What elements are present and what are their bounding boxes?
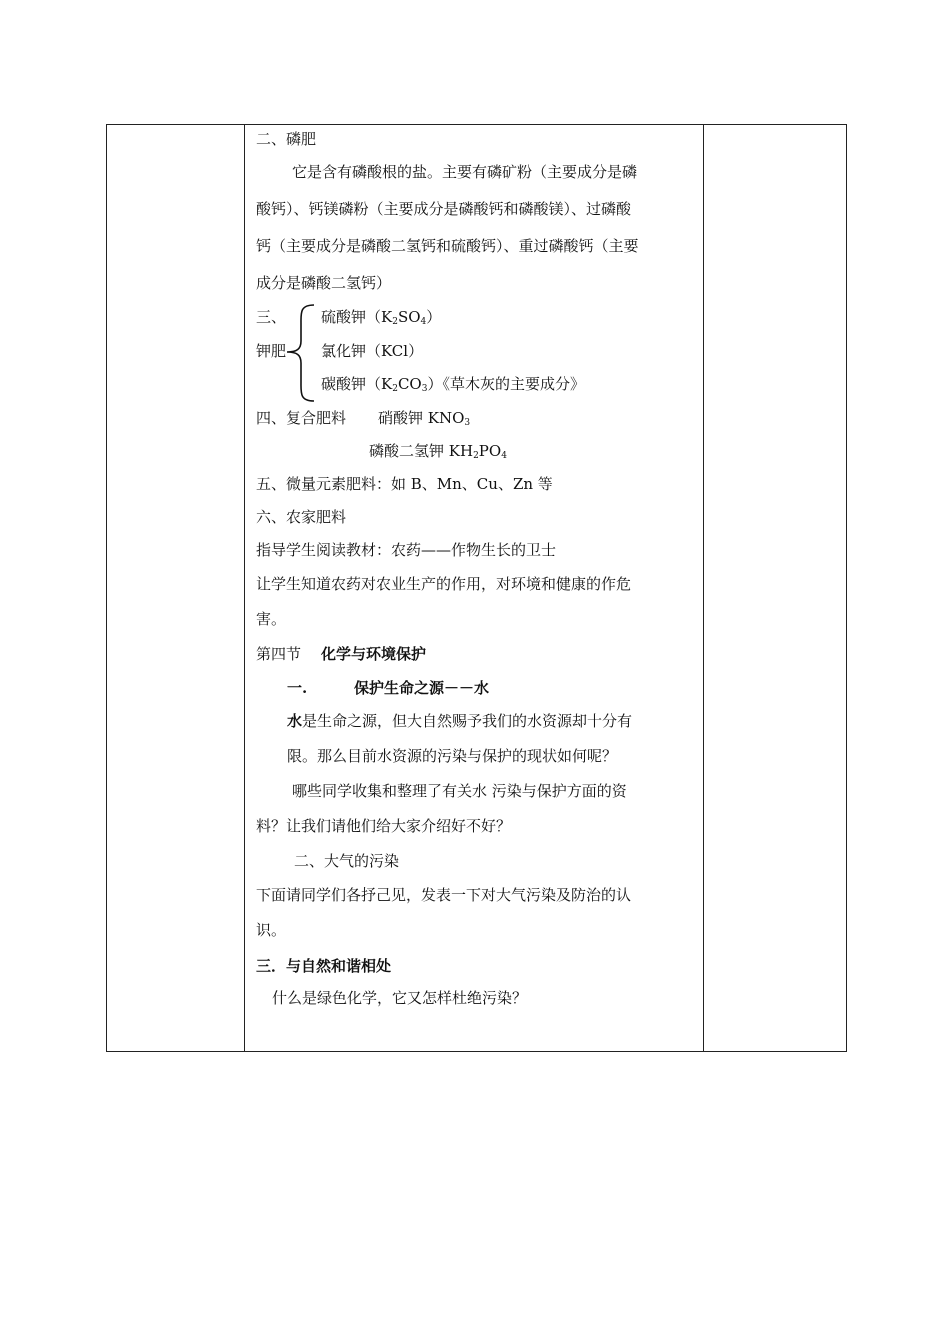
phosphate-heading: 二、磷肥 — [256, 130, 317, 148]
potash-item-kcl: 氯化钾（KCl） — [321, 342, 424, 360]
section4-label: 第四节 — [256, 645, 302, 663]
guide-line-3: 害。 — [256, 610, 287, 628]
phosphate-line-4: 成分是磷酸二氢钙） — [256, 274, 392, 292]
potash-label-bottom: 钾肥 — [256, 342, 287, 360]
compound-heading: 四、复合肥料 — [256, 409, 347, 427]
phosphate-line-3: 钙（主要成分是磷酸二氢钙和硫酸钙）、重过磷酸钙（主要 — [256, 237, 639, 255]
potash-item-k2co3: 碳酸钾$(K_2CO_3)$《草木灰的主要成分》 — [321, 375, 585, 394]
section4-sub3: 三．与自然和谐相处 — [256, 957, 392, 975]
air-line-2: 识。 — [256, 921, 287, 939]
compound-item-kno3: 硝酸钾 $KNO_3$ — [378, 409, 471, 428]
collect-line-2: 料？让我们请他们给大家介绍好不好？ — [256, 817, 512, 835]
potash-label-top: 三、 — [256, 308, 287, 326]
phosphate-line-1: 它是含有磷酸根的盐。主要有磷矿粉（主要成分是磷 — [292, 163, 638, 181]
section4-sub1-number: 一. — [287, 679, 308, 697]
guide-line-1: 指导学生阅读教材：农药——作物生长的卫士 — [256, 541, 557, 559]
section4-sub2: 二、大气的污染 — [294, 852, 400, 870]
section4-title: 化学与环境保护 — [321, 645, 427, 663]
brace-icon — [284, 303, 320, 403]
air-line-1: 下面请同学们各抒己见，发表一下对大气污染及防治的认 — [256, 886, 632, 904]
table-column-divider-left — [244, 124, 245, 1052]
phosphate-line-2: 酸钙）、钙镁磷粉（主要成分是磷酸钙和磷酸镁）、过磷酸 — [256, 200, 632, 218]
collect-line-1: 哪些同学收集和整理了有关水 污染与保护方面的资 — [292, 782, 627, 800]
potash-item-k2so4: 硫酸钾$(K_2SO_4)$ — [321, 308, 442, 327]
green-chemistry-question: 什么是绿色化学，它又怎样杜绝污染？ — [272, 989, 528, 1007]
compound-item-kh2po4: 磷酸二氢钾 $KH_2PO_4$ — [369, 442, 507, 461]
water-line-2: 限。那么目前水资源的污染与保护的现状如何呢？ — [287, 747, 618, 765]
water-line-1: 水是生命之源，但大自然赐予我们的水资源却十分有 — [287, 712, 633, 730]
micro-fertilizer: 五、微量元素肥料：如 B、Mn、Cu、Zn 等 — [256, 475, 553, 493]
section4-sub1-title: 保护生命之源－－水 — [354, 679, 490, 697]
farm-fertilizer: 六、农家肥料 — [256, 508, 347, 526]
guide-line-2: 让学生知道农药对农业生产的作用，对环境和健康的作危 — [256, 575, 632, 593]
table-column-divider-right — [703, 124, 704, 1052]
